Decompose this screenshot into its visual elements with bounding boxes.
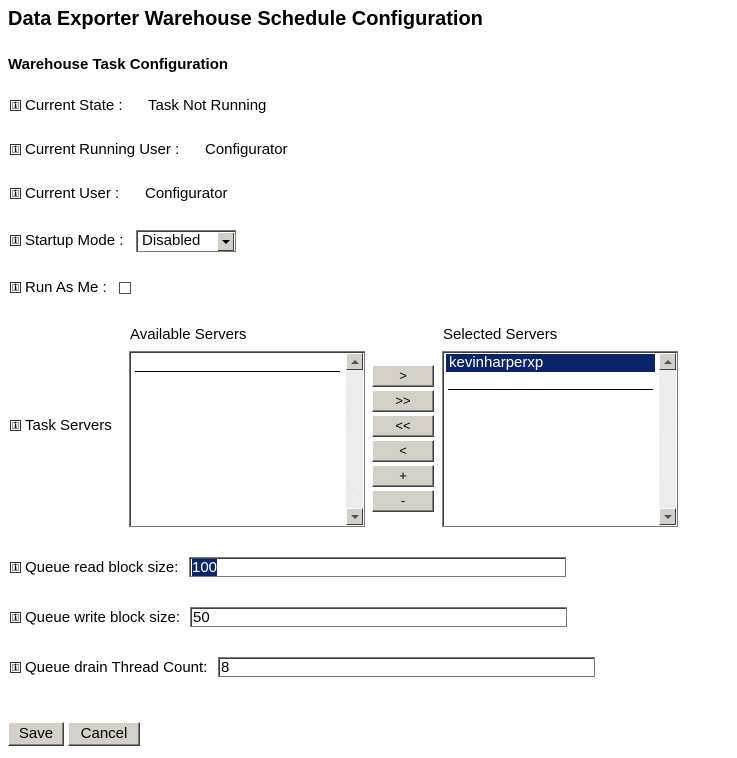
selected-servers-list[interactable] — [442, 351, 678, 527]
list-divider — [448, 389, 653, 390]
cancel-button[interactable]: Cancel — [68, 722, 140, 746]
available-servers-label: Available Servers — [130, 326, 247, 343]
run-as-me-label: i Run As Me : — [10, 279, 107, 296]
scrollbar[interactable] — [346, 353, 363, 525]
startup-mode-select[interactable] — [136, 230, 236, 252]
queue-read-block-size-label: i Queue read block size: — [10, 559, 178, 576]
info-icon[interactable]: i — [10, 612, 21, 623]
remove-server-button[interactable]: - — [372, 490, 434, 512]
scrollbar[interactable] — [659, 353, 676, 525]
startup-mode-label: i Startup Mode : — [10, 232, 123, 249]
list-divider — [135, 371, 340, 372]
queue-drain-thread-count-input[interactable]: 8 — [218, 657, 595, 677]
available-servers-list[interactable] — [129, 351, 365, 527]
add-server-button[interactable]: + — [372, 465, 434, 487]
move-right-button[interactable]: > — [372, 365, 434, 387]
chevron-down-icon[interactable] — [217, 232, 234, 251]
info-icon[interactable]: i — [10, 282, 21, 293]
current-user-label: i Current User : — [10, 185, 119, 202]
info-icon[interactable]: i — [10, 100, 21, 111]
move-left-button[interactable]: < — [372, 440, 434, 462]
info-icon[interactable]: i — [10, 188, 21, 199]
current-state-label: i Current State : — [10, 97, 123, 114]
scroll-up-icon[interactable] — [659, 353, 676, 370]
current-state-value: Task Not Running — [148, 97, 267, 114]
info-icon[interactable]: i — [10, 420, 21, 431]
run-as-me-checkbox[interactable] — [119, 282, 131, 294]
info-icon[interactable]: i — [10, 562, 21, 573]
info-icon[interactable]: i — [10, 144, 21, 155]
move-all-right-button[interactable]: >> — [372, 390, 434, 412]
queue-drain-thread-count-label: i Queue drain Thread Count: — [10, 659, 207, 676]
scroll-down-icon[interactable] — [659, 508, 676, 525]
queue-read-block-size-input[interactable]: 100 — [189, 557, 566, 577]
save-button[interactable]: Save — [8, 722, 64, 746]
page-title: Data Exporter Warehouse Schedule Configuration — [8, 8, 483, 30]
task-servers-label: i Task Servers — [10, 417, 112, 434]
section-title: Warehouse Task Configuration — [8, 56, 229, 73]
queue-write-block-size-input[interactable]: 50 — [190, 607, 567, 627]
startup-mode-selected: Disabled — [142, 232, 201, 249]
move-all-left-button[interactable]: << — [372, 415, 434, 437]
scroll-up-icon[interactable] — [346, 353, 363, 370]
scroll-down-icon[interactable] — [346, 508, 363, 525]
selected-server-item[interactable]: kevinharperxp — [446, 354, 655, 372]
queue-write-block-size-label: i Queue write block size: — [10, 609, 180, 626]
current-running-user-label: i Current Running User : — [10, 141, 179, 158]
info-icon[interactable]: i — [10, 235, 21, 246]
selected-servers-label: Selected Servers — [443, 326, 558, 343]
current-running-user-value: Configurator — [205, 141, 288, 158]
current-user-value: Configurator — [145, 185, 228, 202]
info-icon[interactable]: i — [10, 662, 21, 673]
